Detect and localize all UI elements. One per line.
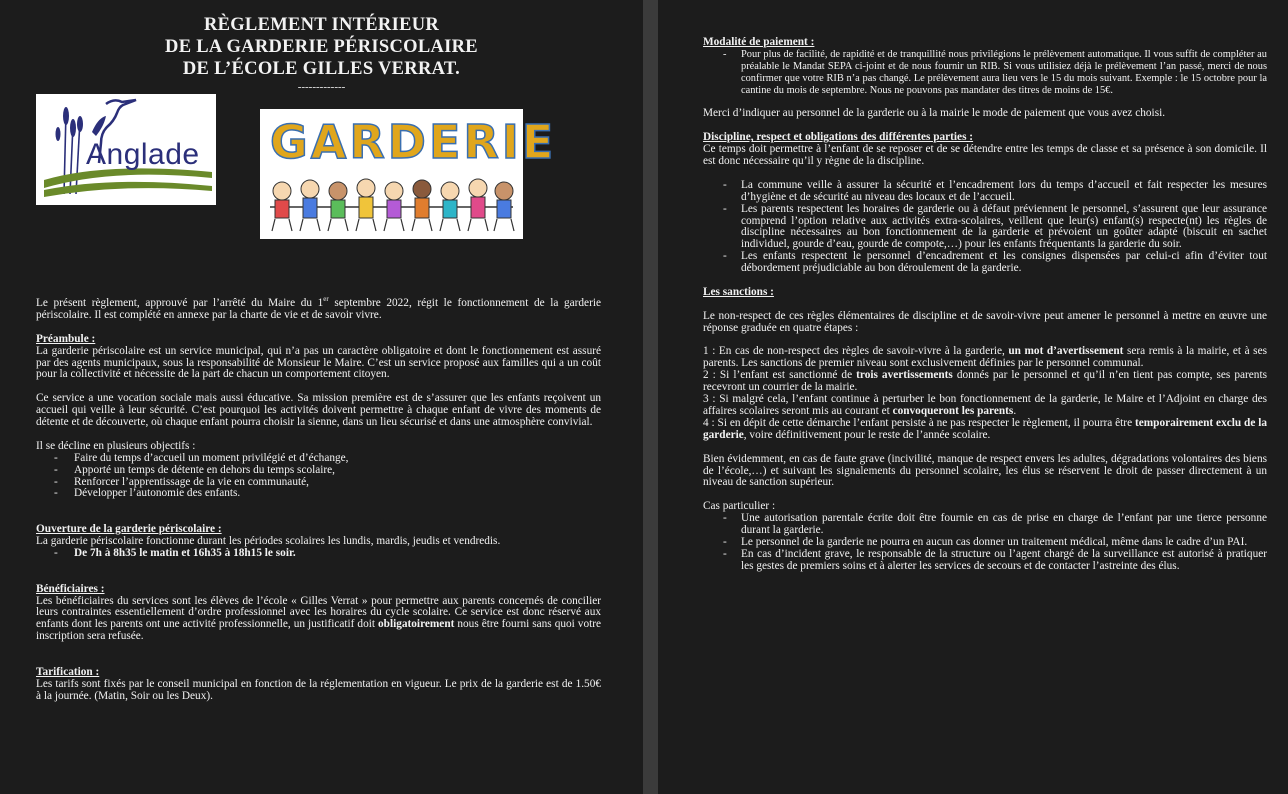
sanction-1-bold: un mot d’avertissement — [1008, 345, 1124, 358]
objectives-intro: Il se décline en plusieurs objectifs : — [36, 439, 196, 452]
sanction-3-text: 3 : Si malgré cela, l’enfant continue à perturber le bon fonctionnement de la garderie, le Maire et l’Adjoint en charge des affaires scolaires seront mis au courant et — [703, 393, 1267, 417]
sanction-1-end: sera remis à la mairie, et à ses parents. Les sanctions de premier niveau sont exclusivement définies par le personnel communal. — [703, 345, 1267, 370]
cas-particulier-item: - En cas d’incident grave, le responsable de la structure ou l’agent chargé de la surveillance est autorisé à pratiquer les gestes de premiers soins et à alerter les services de secours et de contacter l’astreinte des élus. — [703, 549, 1267, 573]
beneficiaires-heading: Bénéficiaires : — [36, 582, 105, 595]
sanction-step-2 — [703, 370, 1267, 394]
right-column-text — [703, 37, 1267, 573]
cas-particulier-intro: Cas particulier : — [703, 500, 776, 513]
objective-item: - Renforcer l’apprentissage de la vie en communauté, — [36, 477, 601, 489]
anglade-logo — [36, 94, 216, 205]
title-line-3: DE L’ÉCOLE GILLES VERRAT. — [182, 59, 461, 79]
sanctions-heading: Les sanctions : — [703, 285, 774, 298]
cas-particulier-list — [703, 513, 1267, 573]
tarification-heading: Tarification : — [36, 665, 100, 678]
sanction-3-bold: convoqueront les parents — [892, 405, 1014, 417]
sanction-4-text: 4 : Si en dépit de cette démarche l’enfant persiste à ne pas respecter le règlement, il pourra être — [703, 416, 1135, 429]
children-holding-hands-illustration — [260, 109, 557, 239]
sanction-step-3 — [703, 394, 1267, 418]
preambule-heading: Préambule : — [36, 332, 96, 345]
objective-item: - Développer l’autonomie des enfants. — [36, 488, 601, 500]
paiement-heading: Modalité de paiement : — [703, 36, 815, 48]
sanction-4-end: , voire définitivement pour le reste de l’année scolaire. — [743, 428, 991, 441]
beneficiaires-text — [36, 596, 601, 644]
paiement-note: Merci d’indiquer au personnel de la garderie ou à la mairie le mode de paiement que vous avez choisi. — [703, 107, 1166, 120]
preambule-paragraph-1: La garderie périscolaire est un service municipal, qui n’a pas un caractère obligatoire et dont le fonctionnement est assuré par des agents municipaux, sous la responsabilité de Monsieur le Maire. C’est un service proposé aux familles qui a un coût pour la collectivité et nécessite de la part de chacun un comportement citoyen. — [36, 344, 601, 381]
objective-item: - Apporté un temps de détente en dehors du temps scolaire, — [36, 465, 601, 477]
title-line-2: DE LA GARDERIE PÉRISCOLAIRE — [165, 37, 478, 57]
cas-particulier-item: - Le personnel de la garderie ne pourra en aucun cas donner un traitement médical, même dans le cadre d’un PAI. — [703, 537, 1267, 549]
ouverture-heading: Ouverture de la garderie périscolaire : — [36, 523, 222, 536]
ouverture-hours-list — [36, 548, 601, 560]
page-left — [0, 0, 643, 794]
sanction-4-bold: temporairement exclu de la garderie — [703, 416, 1267, 441]
discipline-item: - Les parents respectent les horaires de garderie ou à défaut préviennent le personnel, s’assurent que leur assurance comprend l’option relative aux activités extra-scolaires, veillent que leur(s) enfant(s) respecte(nt) les règles de discipline nécessaires au bon fonctionnement de la garderie et prévoient un goûter adapté (biscuit en sachet individuel, gourde d’eau, gourde de compote,…) pour les enfants fréquentants la garderie du soir. — [703, 204, 1267, 252]
sanctions-intro: Le non-respect de ces règles élémentaires de discipline et de savoir-vivre peut amener le personnel à mettre en œuvre une réponse graduée en quatre étapes : — [703, 309, 1267, 334]
intro-superscript: er — [323, 295, 329, 304]
ouverture-hours-text: De 7h à 8h35 le matin et 16h35 à 18h15 le soir. — [74, 546, 296, 559]
ouverture-hours — [36, 548, 601, 560]
beneficiaires-text-start: Les bénéficiaires du services sont les élèves de l’école « Gilles Verrat » pour permettre aux parents concernés de concilier leurs contraintes essentiellement d’ordre professionnel avec les horaires du cycle scolaire. Ce service est donc réservé aux enfants dont les parents ont une activité professionnelle, un justificatif doit — [36, 594, 601, 631]
left-column-text — [36, 295, 602, 715]
garderie-logo-text: GARDERIE — [270, 115, 557, 169]
title-separator: ------------- — [297, 81, 346, 93]
anglade-logo-text: Anglade — [86, 138, 200, 171]
sanction-3-end: . — [1013, 405, 1017, 417]
sanction-step-4 — [703, 418, 1267, 442]
ouverture-text: La garderie périscolaire fonctionne durant les périodes scolaires les lundis, mardis, jeudis et vendredis. — [36, 535, 501, 548]
objectives-list — [36, 453, 601, 501]
garderie-logo — [260, 109, 557, 239]
sanction-2-bold: trois avertissements — [856, 369, 953, 382]
sanction-1-text: 1 : En cas de non-respect des règles de savoir-vivre à la garderie, — [703, 345, 1009, 358]
discipline-intro: Ce temps doit permettre à l’enfant de se reposer et de se détendre entre les temps de classe et sa présence à son domicile. Il est donc nécessaire qu’il y règne de la discipline. — [703, 143, 1267, 168]
beneficiaires-bold: obligatoirement — [378, 618, 455, 631]
discipline-list — [703, 180, 1267, 275]
document-title — [0, 14, 643, 80]
preambule-paragraph-2: Ce service a une vocation sociale mais aussi éducative. Sa mission première est de s’assurer que les enfants reçoivent un accueil qui veille à leur sécurité. C’est pourquoi les activités doivent permettre à chaque enfant de vivre des moments de détente et de découverte, où chaque enfant pourra choisir la sienne, dans un lieu sécurisé et dans une atmosphère convivial. — [36, 392, 601, 429]
discipline-item: - La commune veille à assurer la sécurité et l’encadrement lors du temps d’accueil et fait respecter les mesures d’hygiène et de sécurité au niveau des locaux et de l’accueil. — [703, 180, 1267, 204]
tarification-text: Les tarifs sont fixés par le conseil municipal en fonction de la réglementation en vigueur. Le prix de la garderie est de 1.50€ à la journée. (Matin, Soir ou les Deux). — [36, 677, 601, 702]
discipline-item: - Les enfants respectent le personnel d’encadrement et les consignes dispensées par celui-ci afin d’éviter tout débordement préjudiciable au bon déroulement de la garderie. — [703, 251, 1267, 275]
beneficiaires-text-end: nous être fourni sans quoi votre inscription sera refusée. — [36, 618, 602, 643]
intro-text-end: septembre 2022, régit le fonctionnement de la garderie périscolaire. Il est complété en annexe par la charte de vie et de savoir vivre. — [36, 297, 601, 321]
sanction-2-text: 2 : Si l’enfant est sanctionné de — [703, 369, 857, 382]
intro-text-start: Le présent règlement, approuvé par l’arrêté du Maire du 1 — [36, 297, 324, 309]
intro-paragraph — [36, 295, 601, 322]
paiement-list — [703, 49, 1267, 97]
sanction-step-1 — [703, 346, 1267, 370]
objective-item: - Faire du temps d’accueil un moment privilégié et d’échange, — [36, 453, 601, 465]
page-right — [658, 0, 1288, 794]
paiement-item: - Pour plus de facilité, de rapidité et de tranquillité nous privilégions le prélèvement automatique. Il vous suffit de compléter au préalable le Mandat SEPA ci-joint et de nous fournir un RIB. Si vous utilisiez déjà le prélèvement l’an passé, merci de nous confirmer que votre RIB n’a pas changé. Le prélèvement aura lieu vers le 15 du mois suivant. Exemple : le 15 octobre pour la cantine du mois de septembre. Nous ne pouvons pas mandater des titres de moins de 15€. — [703, 49, 1267, 97]
cas-particulier-item: - Une autorisation parentale écrite doit être fournie en cas de prise en charge de l’enfant par une tierce personne durant la garderie. — [703, 513, 1267, 537]
discipline-heading: Discipline, respect et obligations des différentes parties : — [703, 131, 974, 144]
title-line-1: RÈGLEMENT INTÉRIEUR — [203, 15, 440, 35]
sanction-2-end: donnés par le personnel et qu’il n’en tient pas compte, ses parents recevront un courrier de la mairie. — [703, 369, 1267, 394]
sanctions-grave: Bien évidemment, en cas de faute grave (incivilité, manque de respect envers les adultes, dégradations volontaires des biens de l’école,…) et suivant les signalements du personnel scolaire, les élus se réservent le droit de passer directement à un niveau de sanction supérieur. — [703, 452, 1267, 489]
